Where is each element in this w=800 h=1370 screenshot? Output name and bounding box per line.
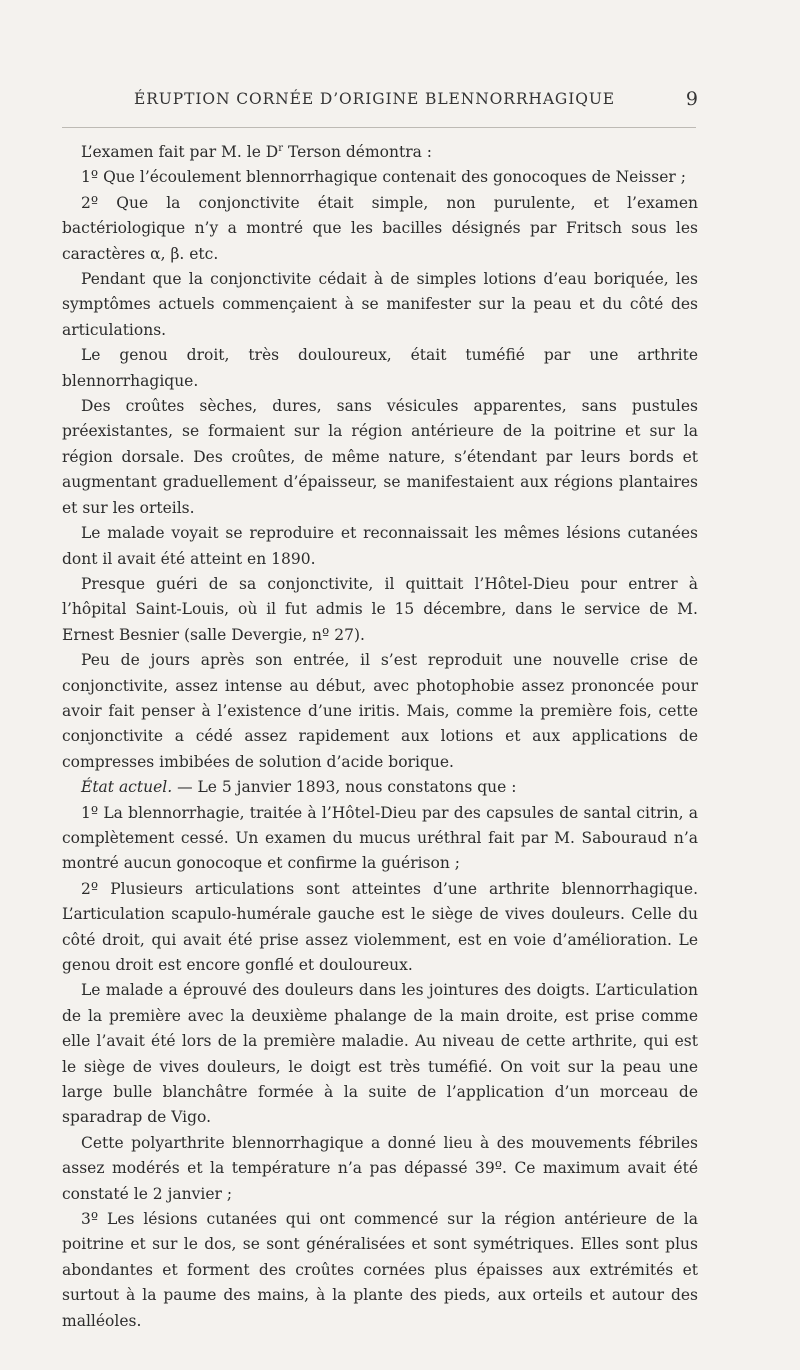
paragraph-13: Le malade a éprouvé des douleurs dans les jointures des doigts. L’articulation de la première avec la deuxième phalange de la main droite, est prise comme elle l’avait été lors de la première maladie. Au niveau de cette arthrite, qui est le siège de vives douleurs, le doigt est très tuméfié. On voit sur la peau une large bulle blanchâtre formée à la suite de l’application d’un morceau de sparadrap de Vigo. [62, 981, 698, 1127]
body-text [62, 140, 698, 1334]
paragraph-1-a: L’examen fait par M. le D [81, 143, 279, 161]
paragraph-11: 1º La blennorrhagie, traitée à l’Hôtel-Dieu par des capsules de santal citrin, a complètement cessé. Un examen du mucus uréthral fait par M. Sabouraud n’a montré aucun gonocoque et confirme la guérison ; [62, 803, 698, 873]
page-number: 9 [685, 88, 698, 110]
paragraph-2: 1º Que l’écoulement blennorrhagique contenait des gonocoques de Neisser ; [81, 168, 686, 187]
paragraph-3: 2º Que la conjonctivite était simple, non purulente, et l’examen bactériologique n’y a montré que les bacilles désignés par Fritsch sous les caractères α, β. etc. [62, 193, 698, 263]
paragraph-7: Le malade voyait se reproduire et reconnaissait les mêmes lésions cutanées dont il avait été atteint en 1890. [62, 524, 698, 568]
paragraph-6: Des croûtes sèches, dures, sans vésicules apparentes, sans pustules préexistantes, se formaient sur la région antérieure de la poitrine et sur la région dorsale. Des croûtes, de même nature, s’étendant par leurs bords et augmentant graduellement d’épaisseur, se manifestaient aux régions plantaires et sur les orteils. [62, 397, 698, 517]
paragraph-8: Presque guéri de sa conjonctivite, il quittait l’Hôtel-Dieu pour entrer à l’hôpital Saint-Louis, où il fut admis le 15 décembre, dans le service de M. Ernest Besnier (salle Devergie, nº 27). [62, 574, 698, 644]
paragraph-4: Pendant que la conjonctivite cédait à de simples lotions d’eau boriquée, les symptômes actuels commençaient à se manifester sur la peau et du côté des articulations. [62, 270, 698, 339]
paragraph-1-b: Terson démontra : [283, 143, 433, 161]
running-head [60, 88, 700, 116]
paragraph-12: 2º Plusieurs articulations sont atteintes d’une arthrite blennorrhagique. L’articulation scapulo-humérale gauche est le siège de vives douleurs. Celle du côté droit, qui avait été prise assez violemment, est en voie d’amélioration. Le genou droit est encore gonflé et douloureux. [62, 879, 698, 974]
paragraph-10-rest: — Le 5 janvier 1893, nous constatons que : [172, 778, 517, 797]
paragraph-15: 3º Les lésions cutanées qui ont commencé sur la région antérieure de la poitrine et sur le dos, se sont généralisées et sont symétriques. Elles sont plus abondantes et forment des croûtes cornées plus épaisses aux extrémités et surtout à la paume des mains, à la plante des pieds, aux orteils et autour des malléoles. [62, 1210, 698, 1330]
doctor-abbrev-sup: r [278, 142, 284, 154]
section-label-etat-actuel: État actuel. [81, 778, 173, 797]
paragraph-1 [62, 140, 698, 165]
paragraph-10 [62, 775, 698, 800]
paragraph-14: Cette polyarthrite blennorrhagique a donné lieu à des mouvements fébriles assez modérés et la température n’a pas dépassé 39º. Ce maximum avait été constaté le 2 janvier ; [62, 1133, 698, 1203]
running-title: ÉRUPTION CORNÉE D’ORIGINE BLENNORRHAGIQUE [134, 90, 616, 108]
paragraph-5: Le genou droit, très douloureux, était tuméfié par une arthrite blennorrhagique. [62, 346, 698, 390]
paragraph-9: Peu de jours après son entrée, il s’est reproduit une nouvelle crise de conjonctivite, assez intense au début, avec photophobie assez prononcée pour avoir fait penser à l’existence d’une iritis. Mais, comme la première fois, cette conjonctivite a cédé assez rapidement aux lotions et aux applications de compresses imbibées de solution d’acide borique. [62, 651, 698, 771]
header-rule [62, 127, 696, 128]
